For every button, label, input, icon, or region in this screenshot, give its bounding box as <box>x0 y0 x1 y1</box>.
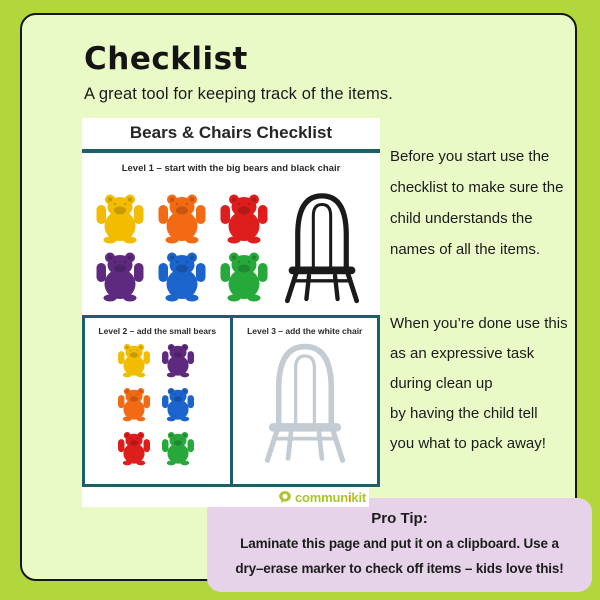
teal-divider <box>82 149 380 153</box>
cleanup-line: as an expressive task <box>390 345 535 362</box>
page-title: Checklist <box>84 41 248 77</box>
bear-purple-big <box>95 250 145 302</box>
black-chair-icon <box>283 188 361 306</box>
intro-line: child understands the <box>390 210 533 227</box>
content-panel <box>20 13 577 581</box>
pro-tip-line: Laminate this page and put it on a clipboard. Use a <box>240 536 559 551</box>
cleanup-line: during clean up <box>390 375 493 392</box>
bear-blue-small <box>161 386 195 422</box>
level3-label: Level 3 – add the white chair <box>247 326 363 336</box>
level2-bears-grid <box>117 342 197 470</box>
intro-line: Before you start use the <box>390 148 550 165</box>
pro-tip-line: dry–erase marker to check off items – kids love this! <box>235 561 564 576</box>
bear-red-small <box>117 430 151 466</box>
bear-yellow-big <box>95 192 145 244</box>
cleanup-line: When you’re done use this <box>390 315 568 332</box>
logo-strip <box>82 487 369 507</box>
bear-yellow-small <box>117 342 151 378</box>
pro-tip-box <box>207 498 592 592</box>
level2-label: Level 2 – add the small bears <box>98 326 217 336</box>
level3-box <box>233 318 378 484</box>
cleanup-paragraph <box>390 309 568 459</box>
communikit-logo-icon <box>278 490 292 504</box>
logo-part-2: i <box>348 489 352 505</box>
bear-red-big <box>219 192 269 244</box>
bear-green-small <box>161 430 195 466</box>
cleanup-line: you what to pack away! <box>390 435 546 452</box>
level2-box <box>85 318 233 484</box>
intro-line: checklist to make sure the <box>390 179 564 196</box>
cleanup-line: by having the child tell <box>390 405 538 422</box>
logo-part-1: commun <box>295 489 348 505</box>
level1-bears-grid <box>95 192 271 302</box>
checklist-card-title: Bears & Chairs Checklist <box>129 123 333 142</box>
intro-line: names of all the items. <box>390 241 541 258</box>
intro-paragraph <box>390 141 563 265</box>
checklist-card <box>82 118 380 487</box>
white-chair-icon <box>262 340 348 464</box>
page-subtitle: A great tool for keeping track of the items. <box>84 85 393 103</box>
bear-orange-small <box>117 386 151 422</box>
pro-tip-title: Pro Tip: <box>371 510 428 527</box>
logo-part-3: kit <box>351 489 366 505</box>
communikit-logo-text <box>295 490 366 505</box>
level-boxes <box>82 315 380 487</box>
bear-green-big <box>219 250 269 302</box>
level1-label: Level 1 – start with the big bears and black chair <box>121 163 341 174</box>
bear-blue-big <box>157 250 207 302</box>
bear-purple-small <box>161 342 195 378</box>
bear-orange-big <box>157 192 207 244</box>
